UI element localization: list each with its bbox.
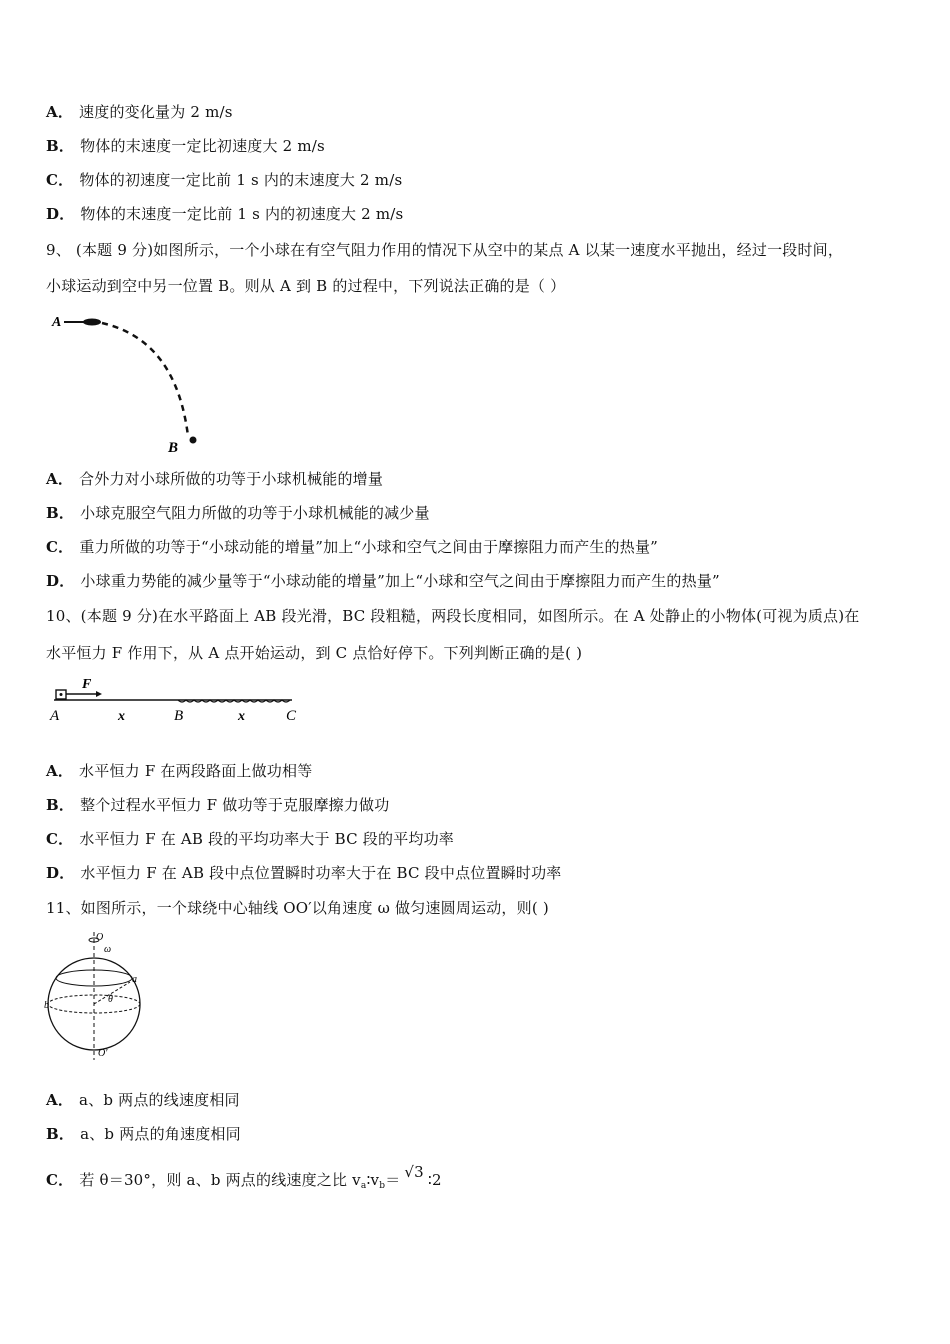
q10-force-label: F xyxy=(82,677,92,692)
q11-a-label: a xyxy=(132,974,137,985)
q11-sqrt3: √3 xyxy=(404,1163,424,1181)
q10-x1-label: x xyxy=(118,709,125,724)
q8-option-d: D． 物体的末速度一定比前 1 s 内的初速度大 2 m/s xyxy=(46,205,404,223)
q8-option-b: B． 物体的末速度一定比初速度大 2 m/s xyxy=(46,137,325,155)
q10-option-c: C． 水平恒力 F 在 AB 段的平均功率大于 BC 段的平均功率 xyxy=(46,830,454,848)
q9-stem-line2: 小球运动到空中另一位置 B。则从 A 到 B 的过程中，下列说法正确的是（ ） xyxy=(46,277,566,295)
q11-b-label: b xyxy=(44,1000,49,1011)
q11-sphere-figure xyxy=(44,926,154,1064)
q10-stem-line2: 水平恒力 F 作用下，从 A 点开始运动，到 C 点恰好停下。下列判断正确的是( ) xyxy=(46,644,583,662)
q9-option-c: C． 重力所做的功等于“小球动能的增量”加上“小球和空气之间由于摩擦阻力而产生的热量” xyxy=(46,538,659,556)
q9-option-b: B． 小球克服空气阻力所做的功等于小球机械能的减少量 xyxy=(46,504,430,522)
q9-trajectory-figure xyxy=(48,308,208,456)
q9-ball-a xyxy=(83,319,101,326)
q11-option-c: C． 若 θ＝30°，则 a、b 两点的线速度之比 $v_a∶v_b= √3$ ∶2 xyxy=(46,1163,442,1191)
q11-o-prime-label: O′ xyxy=(98,1048,108,1059)
q9-point-b-label: B xyxy=(168,440,179,456)
q9-point-a-label: A xyxy=(52,315,62,330)
q11-theta-label: θ xyxy=(108,994,113,1005)
q10-block-center-dot xyxy=(60,693,63,696)
q10-stem-line1: 10、(本题 9 分)在水平路面上 AB 段光滑，BC 段粗糙，两段长度相同，如图所示。在 A 处静止的小物体(可视为质点)在 xyxy=(46,607,860,625)
q11-stem: 11、如图所示，一个球绕中心轴线 OO′以角速度 ω 做匀速圆周运动，则( ) xyxy=(46,899,549,917)
q10-option-b: B． 整个过程水平恒力 F 做功等于克服摩擦力做功 xyxy=(46,796,390,814)
q10-point-c-label: C xyxy=(286,708,297,724)
q10-x2-label: x xyxy=(238,709,245,724)
q10-point-b-label: B xyxy=(174,708,184,724)
q11-option-b: B． a、b 两点的角速度相同 xyxy=(46,1125,241,1143)
q10-force-arrowhead xyxy=(96,691,102,697)
q10-rough-section xyxy=(178,700,290,702)
q10-option-a: A． 水平恒力 F 在两段路面上做功相等 xyxy=(46,762,313,780)
q8-option-c: C． 物体的初速度一定比前 1 s 内的末速度大 2 m/s xyxy=(46,171,403,189)
q11-omega-label: ω xyxy=(104,944,112,955)
q8-option-a: A． 速度的变化量为 2 m/s xyxy=(46,103,233,121)
q10-option-d: D． 水平恒力 F 在 AB 段中点位置瞬时功率大于在 BC 段中点位置瞬时功率 xyxy=(46,864,562,882)
q9-option-d: D． 小球重力势能的减少量等于“小球动能的增量”加上“小球和空气之间由于摩擦阻力而产生的热量” xyxy=(46,572,720,590)
q9-ball-b xyxy=(190,437,197,444)
q11-o-label: O xyxy=(96,932,104,943)
q9-trajectory-path xyxy=(102,323,188,436)
q9-stem-line1: 9、 (本题 9 分)如图所示，一个小球在有空气阻力作用的情况下从空中的某点 A 以某一速度水平抛出，经过一段时间， xyxy=(46,241,844,259)
q10-point-a-label: A xyxy=(50,708,60,724)
q11-option-a: A． a、b 两点的线速度相同 xyxy=(46,1091,240,1109)
q9-option-a: A． 合外力对小球所做的功等于小球机械能的增量 xyxy=(46,470,384,488)
q10-road-figure xyxy=(46,674,306,724)
